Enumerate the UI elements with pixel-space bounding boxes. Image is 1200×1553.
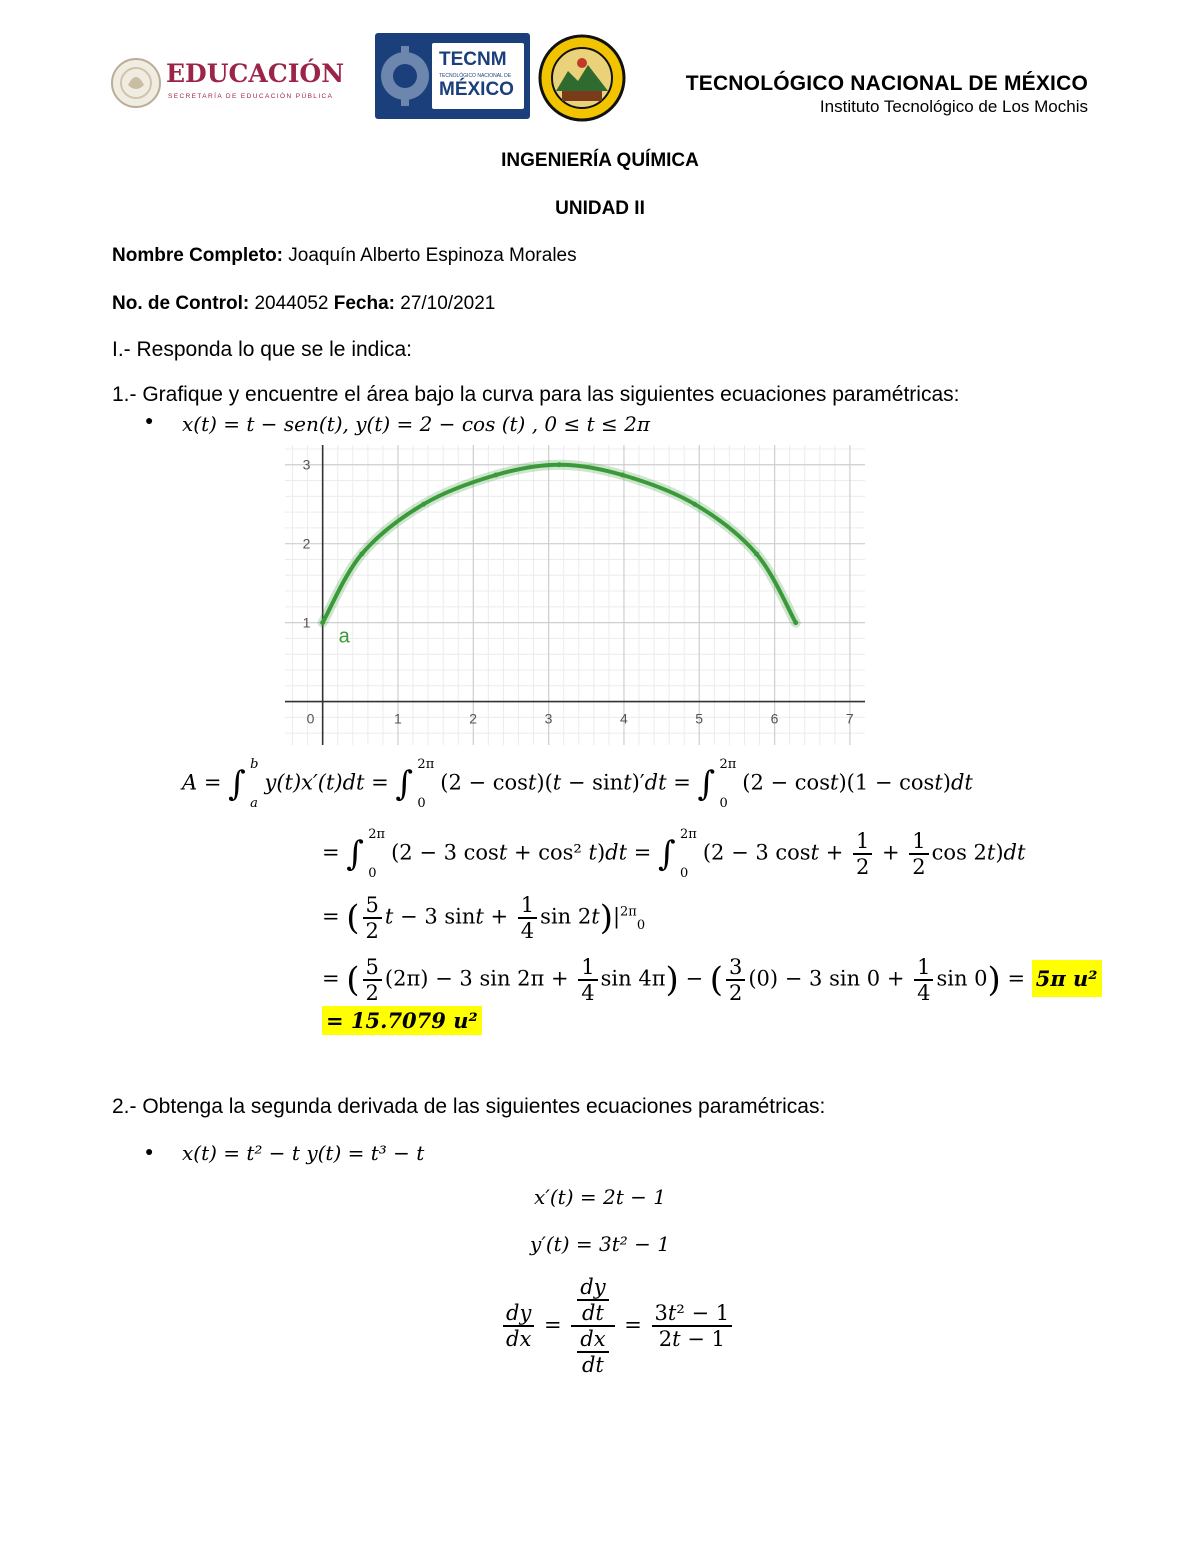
bullet-icon: ● [145, 412, 154, 428]
x-tick-label: 5 [695, 710, 704, 727]
student-name-line [112, 245, 577, 267]
curve-point [320, 620, 325, 625]
tecnm-top-text: TECNM [439, 49, 507, 70]
gear-head-icon [375, 33, 435, 119]
area-line-1: A = ∫ b a y(t)x′(t)dt = ∫ 2π 0 (2 − cost)(t − sint)′dt = ∫ 2π 0 (2 − cost)(1 − cost)dt [182, 757, 973, 811]
x-tick-label: 7 [845, 710, 854, 727]
x-tick-label: 3 [544, 710, 553, 727]
educacion-subtitle: SECRETARÍA DE EDUCACIÓN PÚBLICA [168, 93, 334, 100]
question1-equation: x(t) = t − sen(t), y(t) = 2 − cos (t) , 0 ≤ t ≤ 2π [182, 412, 651, 436]
curve-point [793, 620, 798, 625]
date-label: Fecha: [333, 293, 395, 314]
curve-point [557, 462, 562, 467]
question2-equation: x(t) = t² − t y(t) = t³ − t [182, 1141, 425, 1165]
institution-title: TECNOLÓGICO NACIONAL DE MÉXICO [685, 72, 1088, 95]
bullet-icon: ● [145, 1143, 154, 1159]
control-label: No. de Control: [112, 293, 250, 314]
unit-title: UNIDAD II [555, 198, 645, 219]
x-tick-label: 4 [619, 710, 628, 727]
tecnm-logo [375, 33, 530, 119]
area-line-2: = ∫ 2π 0 (2 − 3 cost + cos² t)dt = ∫ 2π 0 (2 − 3 cost + $\frac{1}{2}$ + $\frac{1}{2}$ cos 2t)dt [322, 827, 1026, 881]
y-tick-label: 1 [302, 614, 311, 631]
educacion-title: EDUCACIÓN [166, 59, 345, 88]
curve-point [493, 473, 498, 478]
tecnm-mid-text: TECNOLÓGICO NACIONAL DE [439, 73, 512, 79]
curve-point [620, 473, 625, 478]
y-tick-label: 3 [302, 456, 311, 473]
area-line-3: = ( $\frac{5}{2}$ t − 3 sint + $\frac{1}{4}$ $\sin 2t)|^{2\pi}_0$ [322, 893, 646, 944]
career-title: INGENIERÍA QUÍMICA [501, 150, 699, 171]
question2-prompt: 2.- Obtenga la segunda derivada de las siguientes ecuaciones paramétricas: [112, 1095, 826, 1118]
curve-point [754, 551, 759, 556]
y-tick-label: 2 [302, 535, 311, 552]
student-control-line [112, 293, 495, 315]
x-tick-label: 2 [469, 710, 478, 727]
name-label: Nombre Completo: [112, 245, 283, 266]
name-value: Joaquín Alberto Espinoza Morales [283, 245, 577, 266]
parametric-curve-chart [285, 445, 865, 745]
curve-point [692, 502, 697, 507]
control-value: 2044052 [249, 293, 334, 314]
dydx-equation: $\frac{dy}{dx}$ = $\frac{\frac{dy}{dt}}{\frac{dx}{dt}}$ = $\frac{\text{3t² − 1}}{2t - 1}$ [500, 1275, 735, 1378]
x-tick-label: 1 [393, 710, 402, 727]
question1-prompt: 1.- Grafique y encuentre el área bajo la curva para las siguientes ecuaciones paramétricas: [112, 383, 960, 406]
curve-point [421, 502, 426, 507]
curve-label: a [338, 625, 350, 648]
educacion-logo [108, 55, 358, 115]
itlm-seal-logo [538, 33, 628, 123]
x-tick-label: 0 [306, 710, 315, 727]
tecnm-bottom-text: MÉXICO [439, 79, 514, 100]
result-decimal: = 15.7079 u² [322, 1006, 482, 1035]
instructions: I.- Responda lo que se le indica: [112, 338, 413, 361]
xprime-equation: x′(t) = 2t − 1 [534, 1185, 666, 1209]
area-line-4: = ( $\frac{5}{2}$ (2π) − 3 sin 2π + $\frac{1}{4}$ sin 4π) − ( $\frac{3}{2}$ (0) − 3 sin 0 + $\frac{1}{4}$ sin 0) = 5π u² [322, 955, 1102, 1005]
result-exact: 5π u² [1032, 960, 1102, 997]
institute-seal-icon [538, 33, 628, 123]
curve-point [359, 551, 364, 556]
campus-subtitle: Instituto Tecnológico de Los Mochis [819, 97, 1088, 116]
date-value: 27/10/2021 [394, 293, 496, 314]
yprime-equation: y′(t) = 3t² − 1 [530, 1232, 670, 1256]
x-tick-label: 6 [770, 710, 779, 727]
